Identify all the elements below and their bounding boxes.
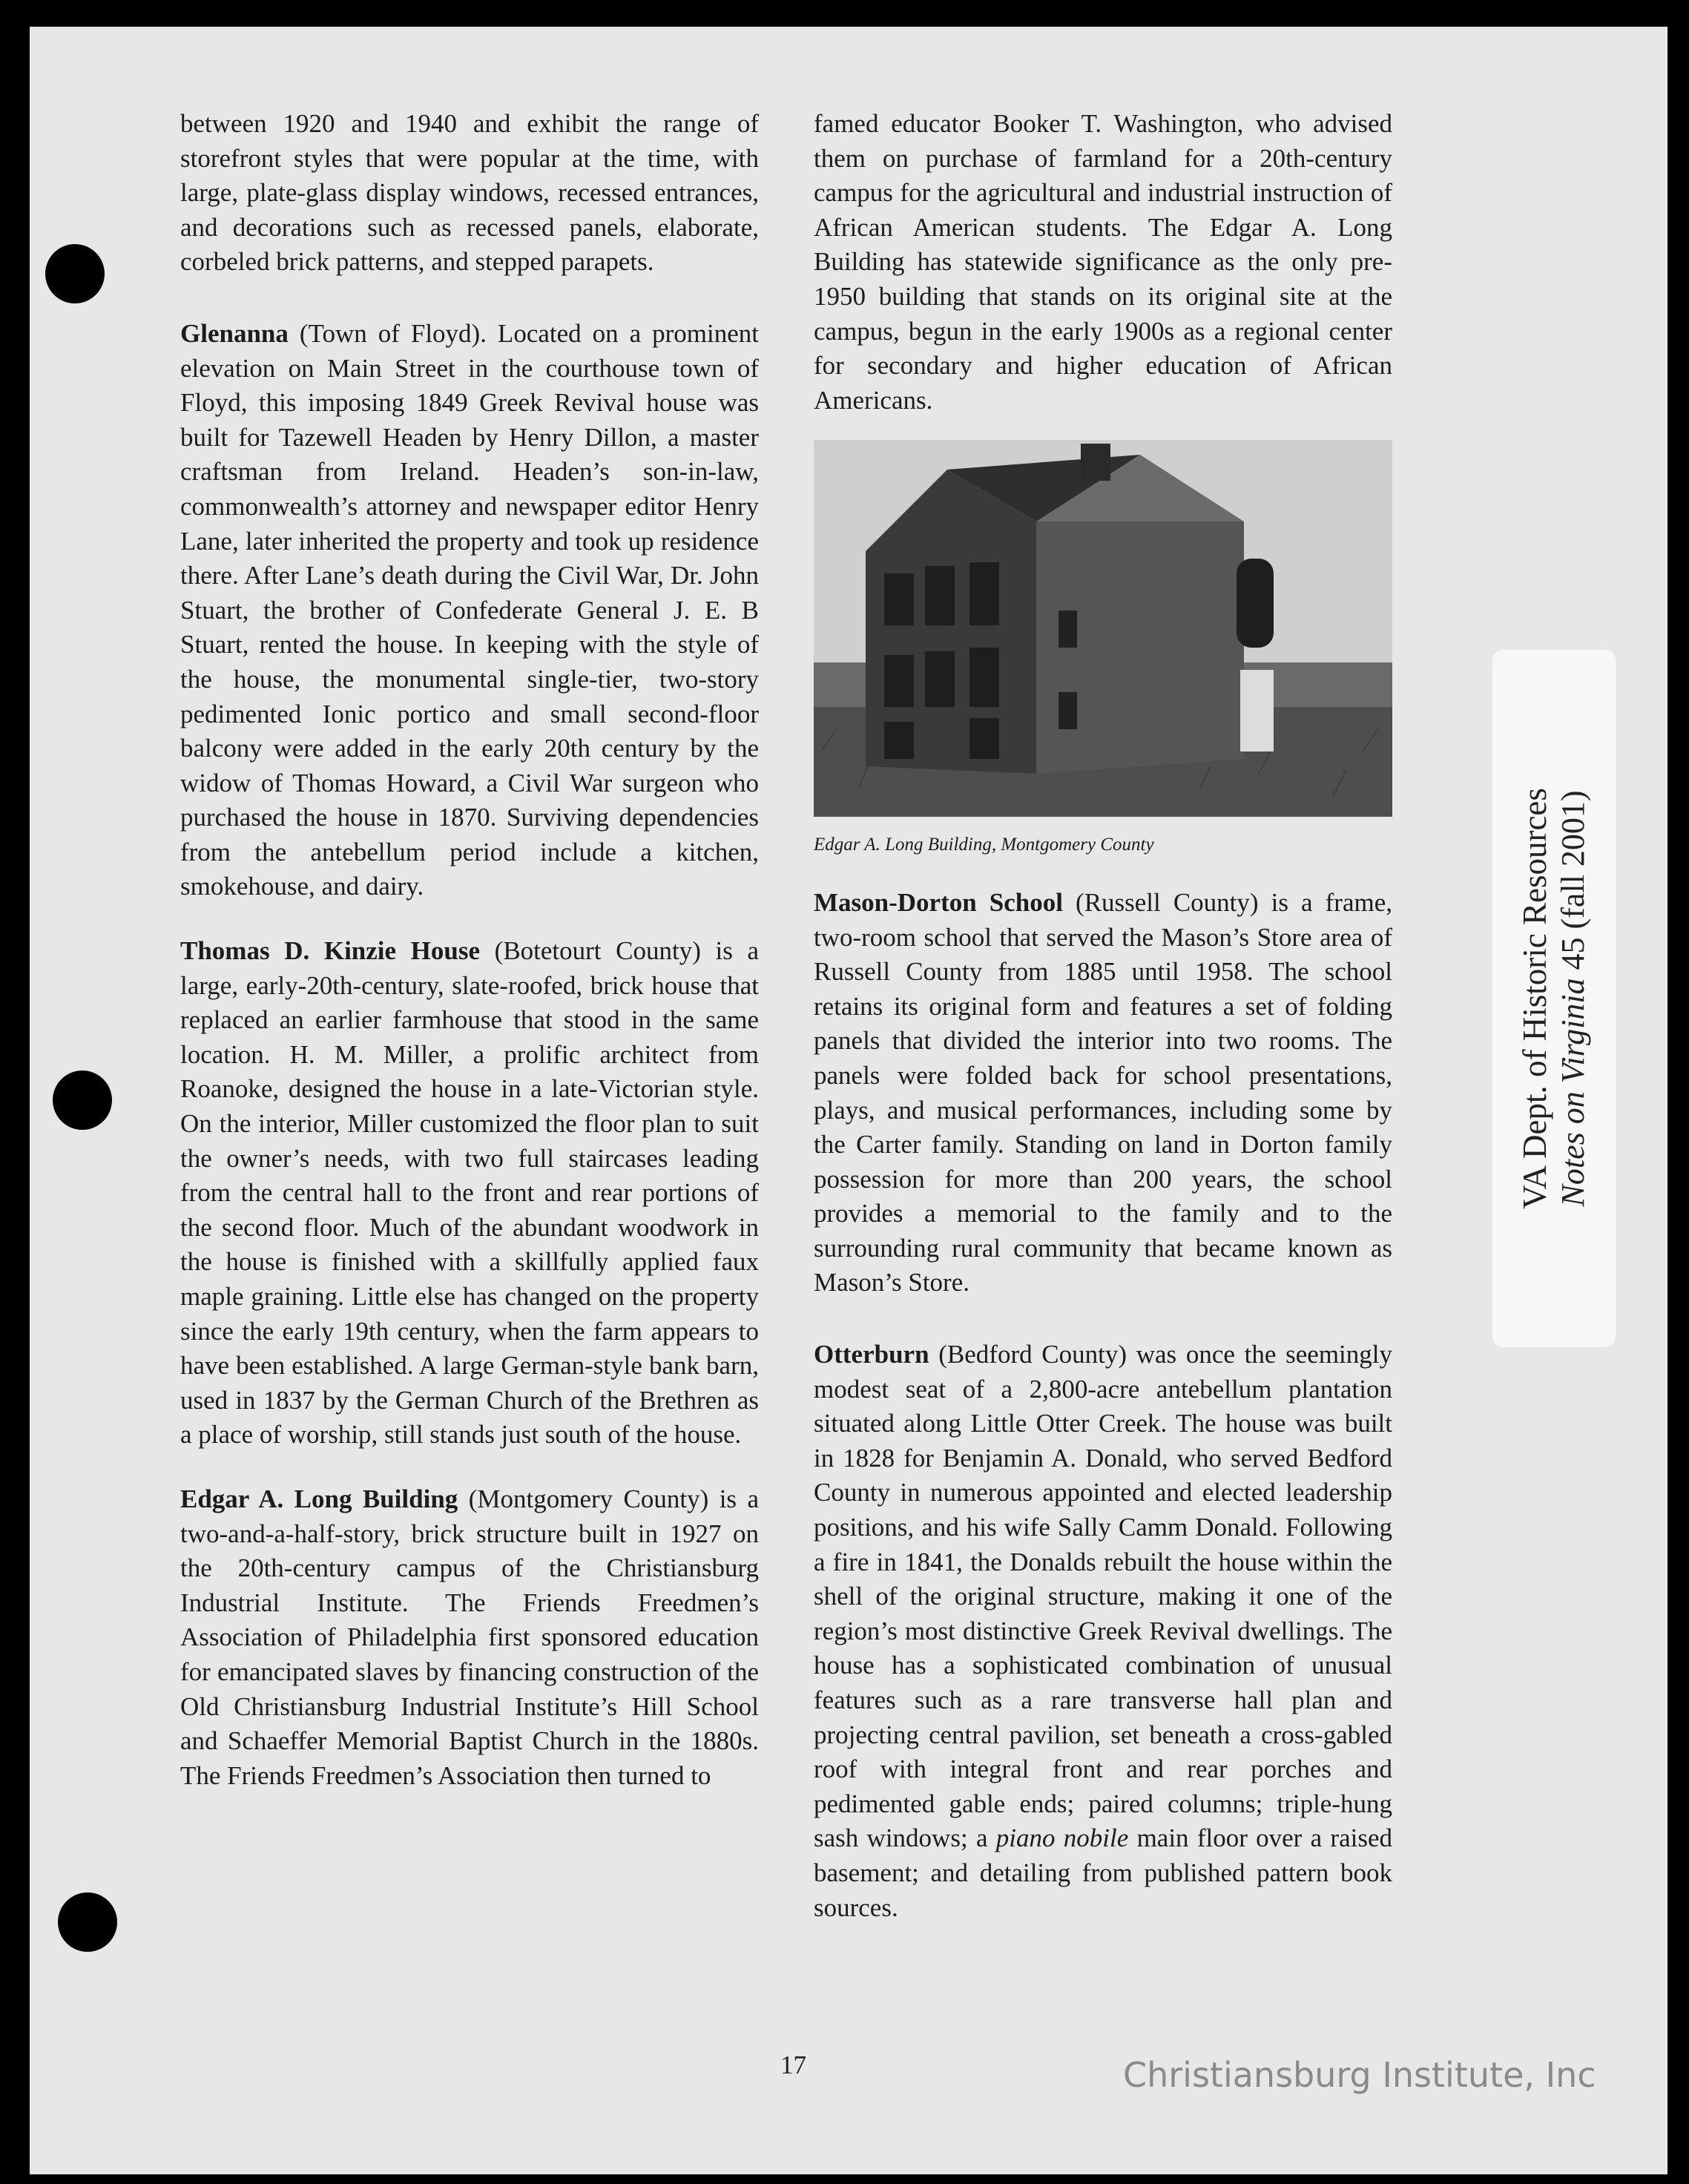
mason-text: (Russell County) is a frame, two-room school that served the Mason’s Store area of Russell County from 1885 until 1958. The school retains its original form and features a set of folding panels that divided the interior into two rooms. The panels were folded back for school presentations, plays, and musical performances, including some by the Carter family. Standing on land in Dorton family possession for more than 200 years, the school provides a memorial to the family and to the surrounding rural community that became known as Mason’s Store. xyxy=(814,887,1392,1297)
side-label-issue: 45 (fall 2001) xyxy=(1555,790,1591,978)
glenanna-text: (Town of Floyd). Located on a prominent elevation on Main Street in the courthouse town of Floyd, this imposing 1849 Greek Revival house was built for Tazewell Headen by Henry Dillon, a master craftsman from Ireland. Headen’s son-in-law, commonwealth’s attorney and newspaper editor Henry Lane, later inherited the property and took up residence there. After Lane’s death during the Civil War, Dr. John Stuart, the brother of Confederate General J. E. B Stuart, rented the house. In keeping with the style of the house, the monumental single-tier, two-story pedimented Ionic portico and small second-floor balcony were added in the early 20th century by the widow of Thomas Howard, a Civil War surgeon who purchased the house in 1870. Surviving dependencies from the antebellum period include a kitchen, smokehouse, and dairy. xyxy=(180,318,759,901)
otterburn-text-1: (Bedford County) was once the seemingly modest seat of a 2,800-acre antebellum plantation situated along Little Otter Creek. The house was built in 1828 for Benjamin A. Donald, who served Bedford County in numerous appointed and elected leadership positions, and his wife Sally Camm Donald. Following a fire in 1841, the Donalds rebuilt the house within the shell of the original structure, making it one of the region’s most distinctive Greek Revival dwellings. The house has a sophisticated combination of unusual features such as a rare transverse hall plan and projecting central pavilion, set beneath a cross-gabled roof with integral front and rear porches and pedimented gable ends; paired columns; triple-hung sash windows; a xyxy=(814,1340,1392,1853)
mason-entry xyxy=(814,886,1392,1300)
otterburn-text-2: main floor over a raised basement; and detailing from published pattern book sources. xyxy=(814,1823,1392,1922)
left-column xyxy=(180,107,759,1823)
side-label-text xyxy=(1515,665,1593,1332)
otterburn-entry xyxy=(814,1338,1392,1925)
washington-paragraph: famed educator Booker T. Washington, who advised them on purchase of farmland for a 20th-century campus for the agricultural and industrial instruction of African American students. The Edgar A. Long Building has statewide significance as the only pre-1950 building that stands on its original site at the campus, begun in the early 1900s as a regional center for secondary and higher education of African Americans. xyxy=(814,109,1392,415)
edgar-long-building-photo xyxy=(814,440,1392,817)
side-label-line2 xyxy=(1554,665,1593,1332)
glenanna-entry xyxy=(180,317,759,904)
kinzie-entry xyxy=(180,934,759,1453)
kinzie-text: (Botetourt County) is a large, early-20th-century, slate-roofed, brick house that replaced an earlier farmhouse that stood in the same location. H. M. Miller, a prolific architect from Roanoke, designed the house in a late-Victorian style. On the interior, Miller customized the floor plan to suit the owner’s needs, with two full staircases leading from the central hall to the front and rear portions of the second floor. Much of the abundant woodwork in the house is finished with a skillfully applied faux maple graining. Little else has changed on the property since the early 19th century, when the farm appears to have been established. A large German-style bank barn, used in 1837 by the German Church of the Brethren as a place of worship, still stands just south of the house. xyxy=(180,936,760,1450)
mason-title: Mason-Dorton School xyxy=(814,887,1063,917)
binder-hole-middle xyxy=(53,1070,112,1130)
long-entry xyxy=(180,1482,759,1793)
otterburn-italic: piano nobile xyxy=(995,1823,1129,1853)
side-label-line1: VA Dept. of Historic Resources xyxy=(1516,788,1553,1209)
right-column xyxy=(814,107,1392,1955)
page-number: 17 xyxy=(780,2050,806,2079)
storefront-paragraph: between 1920 and 1940 and exhibit the range of storefront styles that were popular at the time, with large, plate-glass display windows, recessed entrances, and decorations such as recessed panels, elaborate, corbeled brick patterns, and stepped parapets. xyxy=(180,109,759,277)
photo-caption: Edgar A. Long Building, Montgomery County xyxy=(814,834,1154,855)
side-label-journal: Notes on Virginia xyxy=(1555,978,1591,1207)
glenanna-title: Glenanna xyxy=(180,318,289,348)
binder-hole-bottom xyxy=(58,1892,117,1952)
long-text: (Montgomery County) is a two-and-a-half-story, brick structure built in 1927 on the 20th-century campus of the Christiansburg Industrial Institute. The Friends Freedmen’s Association of Philadelphia first sponsored education for emancipated slaves by financing construction of the Old Christiansburg Industrial Institute’s Hill School and Schaeffer Memorial Baptist Church in the 1880s. The Friends Freedmen’s Association then turned to xyxy=(180,1484,759,1790)
binder-hole-top xyxy=(45,244,105,303)
kinzie-title: Thomas D. Kinzie House xyxy=(180,936,481,966)
long-title: Edgar A. Long Building xyxy=(180,1484,458,1513)
watermark: Christiansburg Institute, Inc xyxy=(1123,2055,1596,2095)
otterburn-title: Otterburn xyxy=(814,1340,929,1369)
